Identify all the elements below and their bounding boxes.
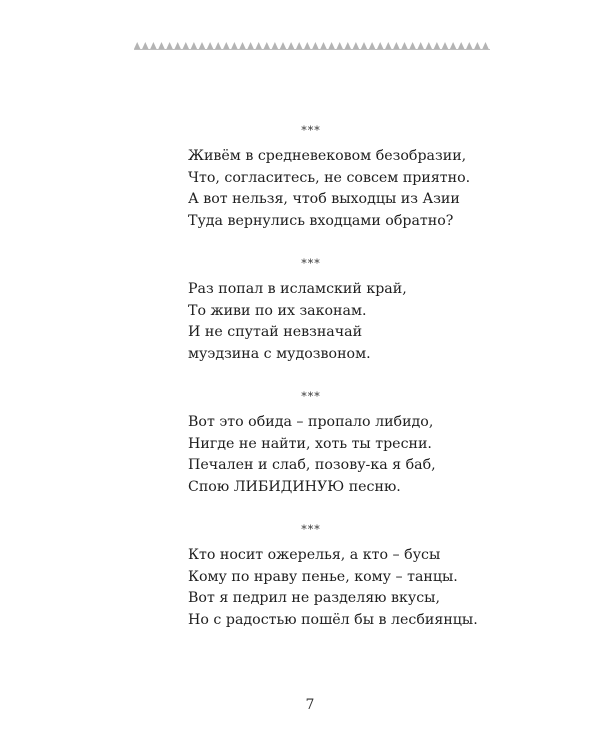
poem-line: Что, согласитесь, не совсем приятно. [188,169,471,186]
ornament-triangle [215,42,221,49]
ornament-triangle [337,42,343,49]
ornament-triangle [239,42,245,49]
ornament-triangle [183,42,189,49]
poem-line: Туда вернулись входцами обратно? [188,212,454,229]
ornament-triangle [466,42,472,49]
stanza-3 [188,390,528,498]
ornament-triangle [442,42,448,49]
ornament-triangle [377,42,383,49]
ornament-triangle [134,42,140,49]
ornament-triangle [353,42,359,49]
ornament-triangle [191,42,197,49]
poem-line: Но с радостью пошёл бы в лесбиянцы. [188,611,478,628]
ornament-triangle [288,42,294,49]
ornament-triangle [369,42,375,49]
ornament-triangle [312,42,318,49]
ornament-triangle [409,42,415,49]
stanza-4 [188,523,528,631]
ornament-triangle [345,42,351,49]
poem-line: Кому по нраву пенье, кому – танцы. [188,568,458,585]
ornament-triangle [361,42,367,49]
stanza-1 [188,124,528,232]
ornament-triangle [474,42,480,49]
poem-line: Вот это обида – пропало либидо, [188,414,434,430]
ornament-triangle [328,42,334,49]
ornament-triangle [264,42,270,49]
ornament-triangle [401,42,407,49]
header-ornament-zigzag [134,39,490,53]
ornament-triangle [223,42,229,49]
ornament-triangle [158,42,164,49]
poem-line: Раз попал в исламский край, [188,281,407,297]
ornament-triangle [426,42,432,49]
poem-collection [188,124,528,656]
ornament-triangle [256,42,262,49]
poem-line: И не спутай невзначай [188,324,363,340]
ornament-triangle [320,42,326,49]
ornament-triangle [207,42,213,49]
ornament-triangle [393,42,399,49]
ornament-triangle [482,42,488,49]
poem-line: Нигде не найти, хоть ты тресни. [188,435,432,452]
ornament-triangle [166,42,172,49]
poem-line: муэдзина с мудозвоном. [188,345,371,362]
page-number: 7 [305,697,315,713]
ornament-triangle [434,42,440,49]
ornament-triangle [175,42,181,49]
stanza-separator: *** [301,124,321,137]
ornament-triangle [385,42,391,49]
ornament-triangle [458,42,464,49]
ornament-triangle [296,42,302,49]
poem-line: Спою ЛИБИДИНУЮ песню. [188,478,401,495]
poem-line: Печален и слаб, позову-ка я баб, [188,457,436,473]
ornament-triangle [280,42,286,49]
ornament-triangle [304,42,310,49]
stanza-separator: *** [301,523,321,536]
poem-line: А вот нельзя, чтоб выходцы из Азии [188,191,460,207]
ornament-triangle [199,42,205,49]
ornament-triangle [231,42,237,49]
ornament-triangle [142,42,148,49]
stanza-separator: *** [301,390,321,403]
poem-line: Живём в средневековом безобразии, [188,148,467,164]
ornament-triangle [272,42,278,49]
ornament-triangles [134,42,489,49]
ornament-triangle [150,42,156,49]
ornament-triangle [450,42,456,49]
stanza-2 [188,257,528,365]
poem-line: Вот я педрил не разделяю вкусы, [188,590,440,606]
stanza-separator: *** [301,257,321,270]
ornament-triangle [247,42,253,49]
poem-line: То живи по их законам. [188,302,367,319]
ornament-triangle [418,42,424,49]
poem-line: Кто носит ожерелья, а кто – бусы [188,547,441,563]
